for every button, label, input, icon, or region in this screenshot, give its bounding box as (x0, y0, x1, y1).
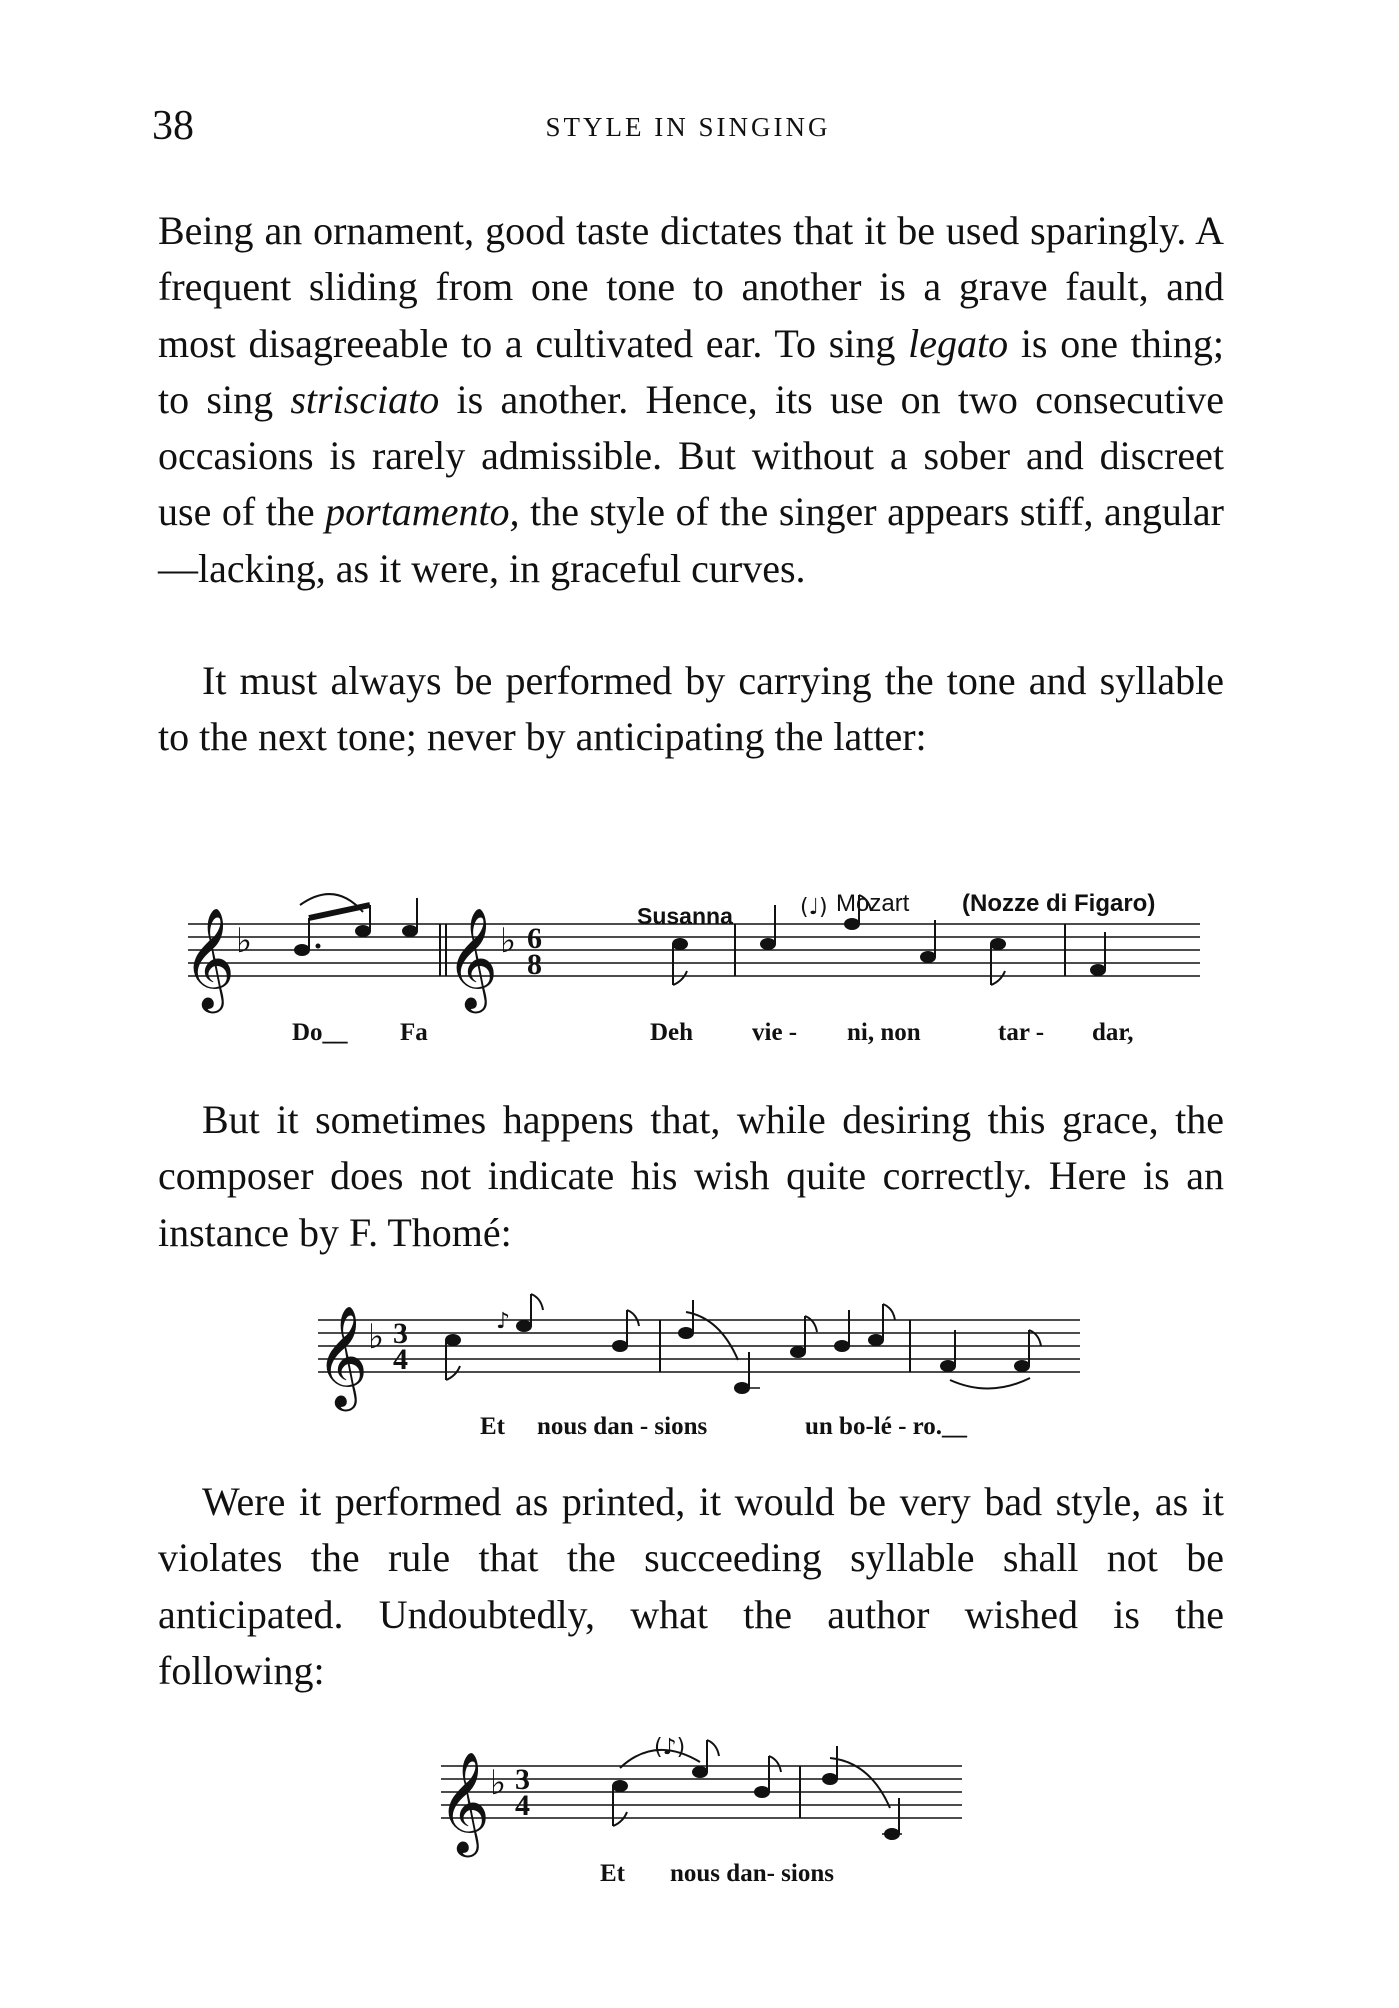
running-title: STYLE IN SINGING (545, 112, 831, 142)
term-strisciato: strisciato (290, 376, 440, 422)
note-head (516, 1320, 532, 1332)
term-legato: legato (908, 320, 1009, 366)
slur (300, 894, 363, 912)
grace-note-icon: ♪ (496, 1309, 511, 1334)
composer-name: Mozart (836, 890, 910, 917)
lyric-syllable: Et (480, 1413, 505, 1440)
flag (805, 1316, 817, 1332)
flag (613, 1812, 627, 1826)
note-head (1090, 964, 1106, 976)
slur (950, 1378, 1030, 1389)
time-signature-bottom: 4 (393, 1343, 408, 1376)
flat-icon: ♭ (236, 921, 253, 961)
flag (707, 1740, 719, 1756)
note-head (790, 1346, 806, 1358)
grace-note-icon: (♪) (654, 1735, 686, 1760)
text-run: Being an ornament, good taste dictates that it be used sparingly. A frequent sliding from one tone to another is a grave fault, and most disagreeable to a cultivated ear. To sing (158, 208, 1224, 366)
paragraph-portamento-taste (158, 203, 1224, 597)
slur (830, 1758, 890, 1808)
note-head (294, 944, 310, 956)
note-head (760, 938, 776, 950)
note-head (355, 925, 371, 937)
lyric-syllable: Et (600, 1860, 625, 1887)
flag (446, 1366, 460, 1380)
grace-note-icon: (♩) (800, 895, 828, 920)
slur (686, 1312, 738, 1360)
note-head (822, 1773, 838, 1785)
paragraph-thome-instance: But it sometimes happens that, while desiring this grace, the composer does not indicate his wish quite correctly. Here is an instance by F. Thomé: (158, 1097, 1224, 1255)
note-head (1014, 1360, 1030, 1372)
lyric-syllable: nous dan - sions (537, 1413, 708, 1440)
lyric-syllable: ni, non (847, 1019, 921, 1046)
opera-title: (Nozze di Figaro) (962, 890, 1156, 917)
paragraph-performance-rule: It must always be performed by carrying the tone and syllable to the next tone; never by anticipating the latter: (158, 658, 1224, 760)
lyric-syllable: vie - (752, 1019, 798, 1046)
flag (769, 1756, 781, 1772)
text-run: the style of the singer appears stiff, angular—lacking, as it were, in graceful curves. (158, 489, 1225, 591)
note-head (884, 1828, 900, 1840)
flag (1029, 1330, 1041, 1346)
lyric-syllable: Do__ (292, 1019, 348, 1046)
flat-icon: ♭ (490, 1763, 507, 1803)
note-head (920, 951, 936, 963)
lyric-syllable: un bo-lé - ro.__ (805, 1413, 968, 1440)
note-head (990, 938, 1006, 950)
time-signature-bottom: 8 (527, 948, 542, 981)
note-head (612, 1340, 628, 1352)
character-name: Susanna (637, 903, 733, 929)
treble-clef-icon: 𝄞 (183, 906, 236, 1009)
time-signature-top: 3 (393, 1317, 408, 1350)
beam (309, 905, 370, 918)
time-signature-bottom: 4 (515, 1789, 530, 1822)
note-head (868, 1334, 884, 1346)
treble-clef-icon: 𝄞 (446, 906, 499, 1009)
flat-icon: ♭ (368, 1317, 385, 1357)
note-head (445, 1334, 461, 1346)
staff-2 (318, 1320, 1080, 1372)
flag (859, 895, 871, 911)
note-head (940, 1360, 956, 1372)
flag (531, 1294, 543, 1310)
note-head (754, 1786, 770, 1798)
note-head (402, 925, 418, 937)
staff-3 (441, 1766, 962, 1818)
paragraph-bad-style: Were it performed as printed, it would be very bad style, as it violates the rule that the succeeding syllable shall not be anticipated. Undoubtedly, what the author wished is the following: (158, 1479, 1224, 1693)
flag (627, 1310, 639, 1326)
time-signature-top: 3 (515, 1763, 530, 1796)
lyric-syllable: dar, (1092, 1019, 1134, 1046)
note-head (678, 1327, 694, 1339)
staff-1 (188, 924, 1200, 976)
text-run: is another. Hence, its use on two consecutive occasions is rarely admissible. But without a sober and discreet use of the (158, 376, 1224, 535)
note-head (734, 1382, 750, 1394)
term-portamento: portamento, (325, 489, 520, 535)
note-head (672, 938, 688, 950)
note-head (692, 1766, 708, 1778)
treble-clef-icon: 𝄞 (316, 1304, 369, 1407)
lyric-syllable: nous dan- sions (670, 1860, 834, 1887)
text-run: is one thing; to sing (158, 320, 1224, 422)
flag (883, 1304, 895, 1320)
page-header (152, 102, 1224, 152)
note-head (834, 1340, 850, 1352)
flag (991, 971, 1005, 985)
treble-clef-icon: 𝄞 (438, 1750, 491, 1853)
note-head (612, 1780, 628, 1792)
note-head (844, 918, 860, 930)
time-signature-top: 6 (527, 922, 542, 955)
lyric-syllable: Fa (400, 1019, 428, 1046)
dot-icon (316, 944, 321, 949)
page-number: 38 (152, 103, 194, 149)
flat-icon: ♭ (500, 921, 517, 961)
slur (620, 1750, 700, 1768)
lyric-syllable: Deh (650, 1019, 694, 1046)
flag (673, 971, 687, 985)
lyric-syllable: tar - (998, 1019, 1045, 1046)
